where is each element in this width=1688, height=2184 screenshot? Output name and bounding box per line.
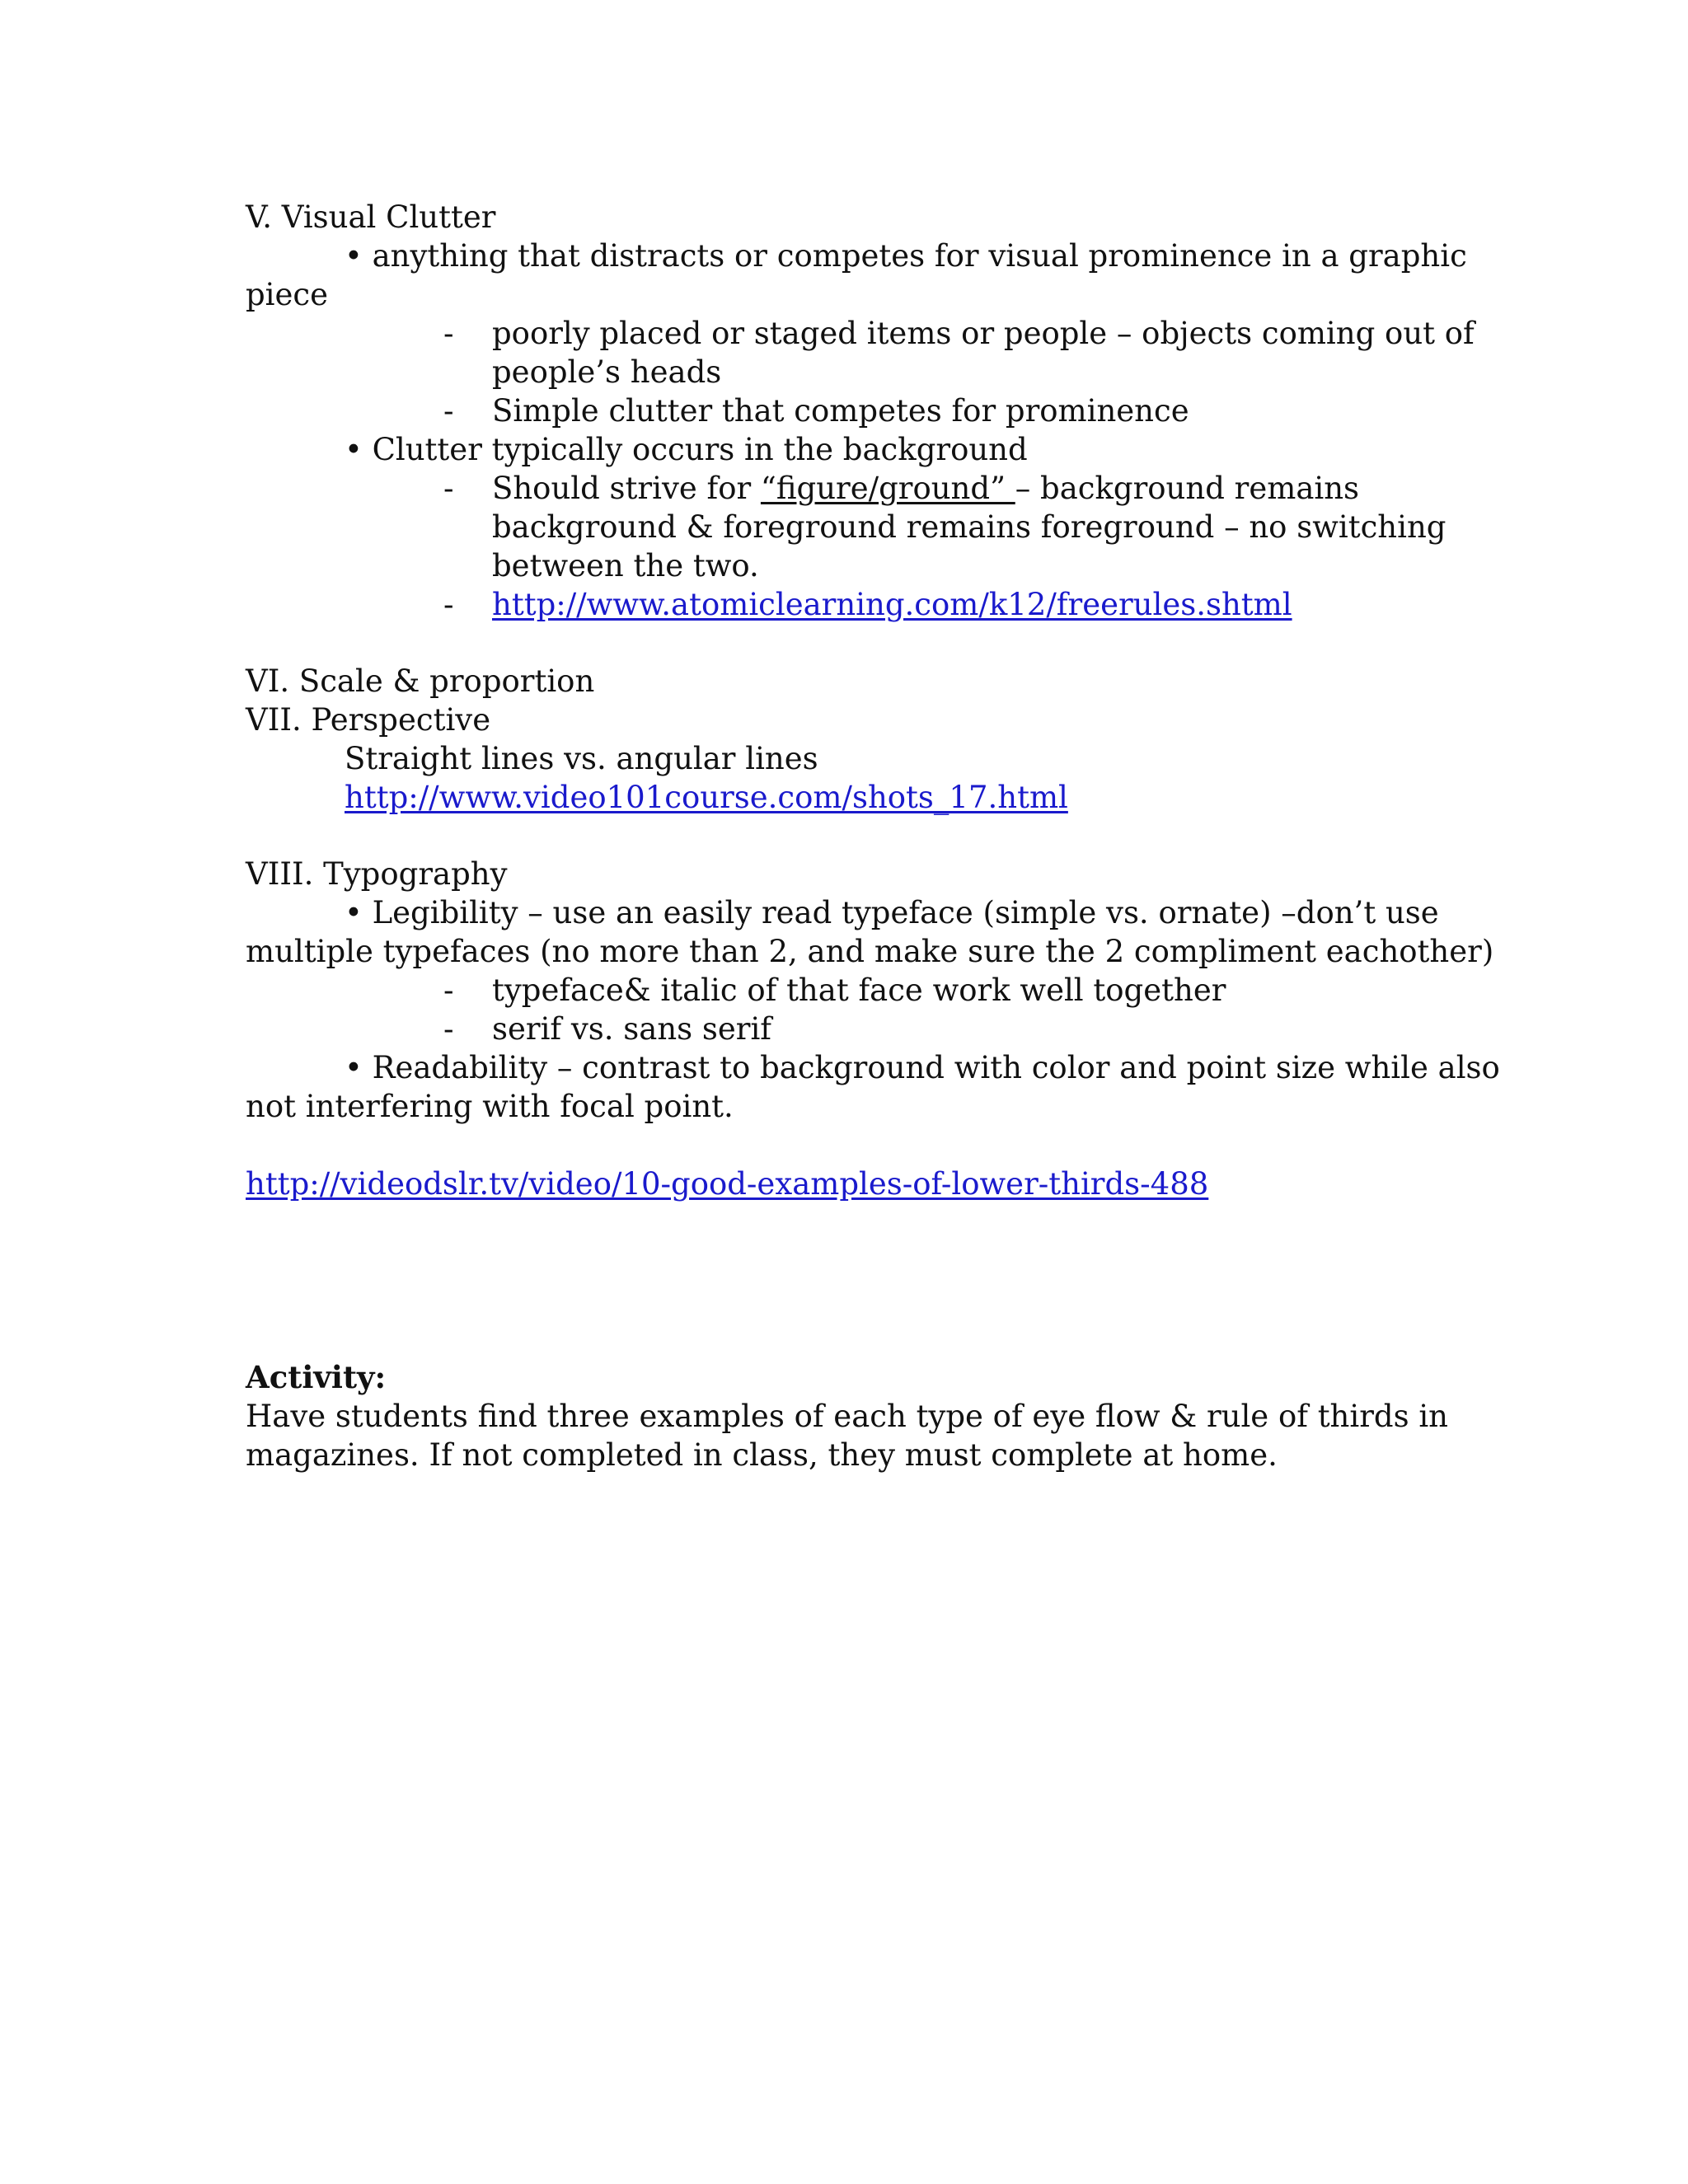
section-heading-typography: VIII. Typography (246, 856, 508, 892)
dash-marker: - (443, 471, 454, 506)
bullet-anything-distracts: • anything that distracts or competes for visual prominence in a graphic (345, 238, 1467, 274)
dash-marker: - (443, 972, 454, 1008)
bullet-legibility: • Legibility – use an easily read typeface (simple vs. ornate) –don’t use (345, 895, 1439, 930)
section-heading-perspective: VII. Perspective (246, 702, 491, 738)
bullet-anything-distracts-cont: piece (246, 277, 329, 312)
sub-figure-ground-cont2: between the two. (492, 548, 759, 583)
section-heading-scale-proportion: VI. Scale & proportion (246, 663, 595, 699)
perspective-straight-lines: Straight lines vs. angular lines (345, 741, 818, 776)
activity-text-line2: magazines. If not completed in class, they must complete at home. (246, 1437, 1278, 1473)
dash-marker: - (443, 1011, 454, 1047)
sub-figure-ground-post: – background remains (1015, 471, 1360, 506)
dash-marker: - (443, 587, 454, 622)
figure-ground-term: “figure/ground” (760, 471, 1015, 506)
sub-poorly-placed-cont: people’s heads (492, 354, 722, 390)
sub-simple-clutter: Simple clutter that competes for prominence (492, 393, 1189, 429)
bullet-readability: • Readability – contrast to background with color and point size while also (345, 1050, 1500, 1085)
sub-figure-ground-pre: Should strive for (492, 471, 761, 506)
activity-heading: Activity: (246, 1359, 387, 1395)
link-videodslr[interactable]: http://videodslr.tv/video/10-good-examples-of-lower-thirds-488 (246, 1166, 1209, 1202)
bullet-clutter-background: • Clutter typically occurs in the background (345, 432, 1028, 467)
link-atomiclearning[interactable]: http://www.atomiclearning.com/k12/freerules.shtml (492, 587, 1292, 622)
sub-typeface-italic: typeface& italic of that face work well together (492, 972, 1226, 1008)
sub-poorly-placed: poorly placed or staged items or people – objects coming out of (492, 316, 1475, 351)
bullet-readability-cont: not interfering with focal point. (246, 1089, 734, 1124)
sub-figure-ground (492, 469, 1359, 508)
link-video101course[interactable]: http://www.video101course.com/shots_17.html (345, 780, 1068, 815)
section-heading-visual-clutter: V. Visual Clutter (246, 199, 496, 235)
sub-serif-sans: serif vs. sans serif (492, 1011, 771, 1047)
dash-marker: - (443, 316, 454, 351)
sub-figure-ground-cont1: background & foreground remains foreground – no switching (492, 509, 1447, 545)
bullet-legibility-cont: multiple typefaces (no more than 2, and make sure the 2 compliment eachother) (246, 934, 1494, 969)
dash-marker: - (443, 393, 454, 429)
activity-text-line1: Have students find three examples of each type of eye flow & rule of thirds in (246, 1399, 1449, 1434)
